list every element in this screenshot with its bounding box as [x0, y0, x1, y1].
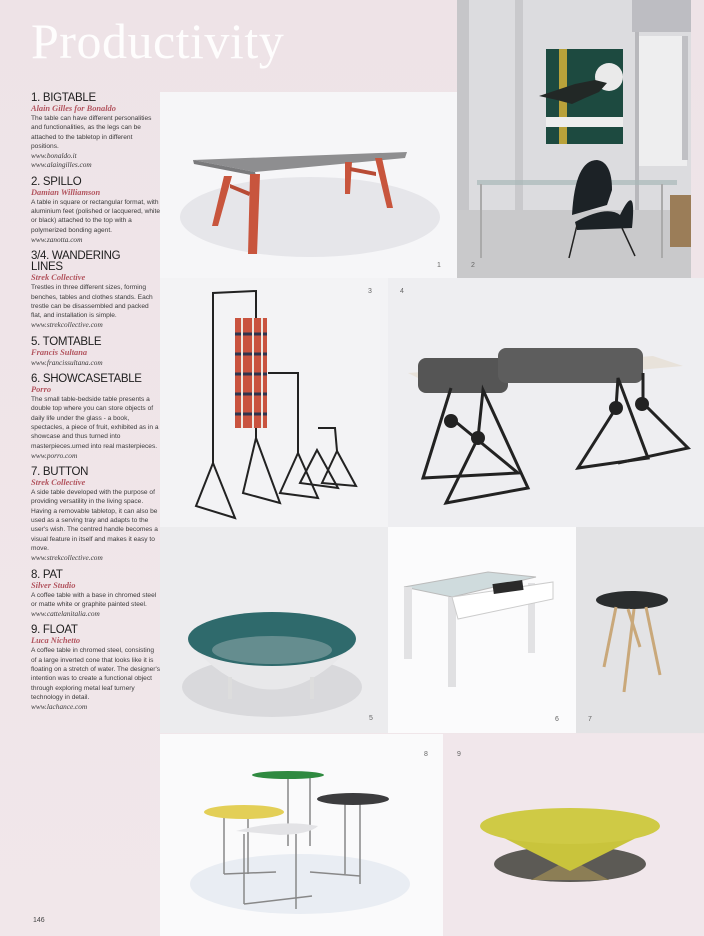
entry-author: Alain Gilles for Bonaldo	[31, 104, 116, 113]
photo-number: 4	[400, 288, 404, 295]
page-title: Productivity	[31, 13, 285, 69]
entry-author: Francis Sultana	[31, 347, 88, 357]
entry-heading: 8. PAT	[31, 568, 63, 581]
entry-url[interactable]: www.alaingilles.com	[31, 160, 92, 170]
entry-bigtable	[31, 93, 161, 170]
entry-author: Silver Studio	[31, 580, 76, 590]
wandering-lines-bench-image	[388, 278, 704, 527]
entry-url[interactable]: www.cattelanitalia.com	[31, 609, 100, 619]
entry-pat	[31, 570, 161, 619]
photo-button	[576, 527, 704, 733]
entry-spillo	[31, 177, 161, 244]
tomtable-image	[160, 527, 388, 733]
spillo-image	[457, 0, 691, 278]
entry-button	[31, 467, 161, 562]
entry-description: A side table developed with the purpose of providing versatility in the living space. Having a removable tabletop, it can also be used as a serving tray and adapts to the user's wish. The centred handle becomes a visual feature in itself and makes it easy to move.	[31, 489, 158, 552]
photo-number: 7	[588, 716, 592, 723]
entry-author: Damian Williamson	[31, 187, 101, 197]
entry-url[interactable]: www.strekcollective.com	[31, 553, 103, 563]
float-image	[443, 734, 704, 936]
wandering-lines-stand-image	[160, 278, 388, 527]
entry-description: A coffee table with a base in chromed steel or matte white or graphite painted steel.	[31, 591, 157, 608]
entry-description: The table can have different personalities and functionalities, as the legs can be attached to the tabletop in different positions.	[31, 115, 152, 150]
entry-description: The small table-bedside table presents a double top where you can store objects of daily life under the glass - a book, spectacles, a piece of fruit, exhibited as in a showcase and thus turned into masterpieces.urned into real masterpieces.	[31, 396, 159, 450]
photo-number: 9	[457, 751, 461, 758]
photo-wandering-lines-stand	[160, 278, 388, 527]
entry-heading: 7. BUTTON	[31, 466, 89, 479]
entry-description: A table in square or rectangular format, with aluminium feet (polished or lacquered, white or black) attached to the top with a polymerized bonding agent.	[31, 198, 161, 234]
entry-wandering-lines	[31, 251, 161, 329]
entry-author: Porro	[31, 385, 52, 395]
photo-number: 2	[471, 262, 475, 269]
entry-url[interactable]: www.lachance.com	[31, 702, 88, 712]
photo-wandering-lines-bench	[388, 278, 704, 527]
entry-url[interactable]: www.bonaldo.it	[31, 151, 77, 161]
page-number: 146	[33, 917, 45, 924]
entry-heading: 1. BIGTABLE	[31, 92, 96, 104]
photo-bigtable	[160, 92, 457, 278]
photo-number: 8	[424, 751, 428, 758]
photo-pat	[160, 734, 443, 936]
entry-heading: 2. SPILLO	[31, 175, 82, 188]
entry-author: Luca Nichetto	[31, 636, 81, 646]
photo-number: 3	[368, 288, 372, 295]
photo-showcasetable	[388, 527, 576, 733]
product-list	[31, 93, 161, 718]
entry-description: A coffee table in chromed steel, consisting of a large inverted cone that looks like it is floating on a stretch of water. The designer's intention was to create a functional object through exploring metal leaf turnery technology in detail.	[31, 647, 161, 701]
entry-heading: 3/4. WANDERING LINES	[31, 250, 121, 274]
entry-url[interactable]: www.zanotta.com	[31, 234, 83, 244]
photo-float	[443, 734, 704, 936]
entry-description: Trestles in three different sizes, forming benches, tables and clothes stands. Each trestle can be disassembled and packed flat, and installation is simple.	[31, 284, 153, 320]
button-image	[576, 527, 704, 733]
pat-image	[160, 734, 443, 936]
entry-url[interactable]: www.francissultana.com	[31, 357, 103, 367]
entry-author: Strek Collective	[31, 273, 86, 283]
photo-number: 5	[369, 715, 373, 722]
entry-author: Strek Collective	[31, 478, 86, 488]
photo-spillo	[457, 0, 691, 278]
entry-url[interactable]: www.strekcollective.com	[31, 320, 103, 330]
entry-tomtable	[31, 337, 161, 367]
entry-float	[31, 625, 161, 711]
showcasetable-image	[388, 527, 576, 733]
entry-heading: 5. TOMTABLE	[31, 335, 102, 348]
entry-showcasetable	[31, 374, 161, 460]
entry-heading: 6. SHOWCASETABLE	[31, 373, 142, 386]
photo-number: 6	[555, 716, 559, 723]
entry-url[interactable]: www.porro.com	[31, 450, 78, 460]
photo-tomtable	[160, 527, 388, 733]
photo-number: 1	[437, 262, 441, 269]
bigtable-image	[160, 92, 457, 278]
entry-heading: 9. FLOAT	[31, 624, 78, 637]
